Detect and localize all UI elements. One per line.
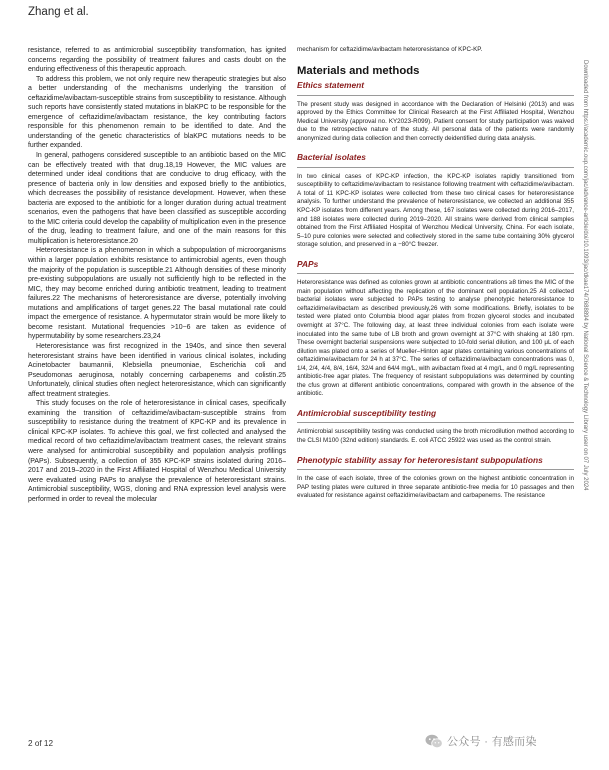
subsection-title-stability-assay: Phenotypic stability assay for heteroresistant subpopulations bbox=[297, 454, 543, 465]
watermark-text: 公众号 · 有感而染 bbox=[447, 736, 537, 748]
left-paragraph-1: resistance, referred to as antimicrobial susceptibility transformation, has ignited concerns regarding the possibility of treatment failures and casts doubt on the enduring effectiveness of this therapeutic approach. bbox=[28, 47, 286, 74]
subsection-body-ast: Antimicrobial susceptibility testing was conducted using the broth microdilution method according to the CLSI M100 (32nd edition) standards. E. coli ATCC 25922 was used as the control strain. bbox=[297, 428, 574, 444]
download-side-note: Downloaded from https://academic.oup.com/jac/advance-article/doi/10.1093/jac/dkae174/7688894 by National Science & Technology Library user on 07 July 2024 bbox=[582, 60, 588, 491]
left-paragraph-2: To address this problem, we not only require new therapeutic strategies but also a better understanding of the mechanisms underlying the transition of ceftazidime/avibactam-susceptible strains from susceptibility to resistance. Although such reports have consistently stated mutations in blaKPC to be responsible for the emergence of ceftazidime/avibactam resistance, the key contributing factors responsible for this phenomenon remain to be identified to date. And the understanding of the genetic characteristics of blaKPC mutations needs to be further expanded. bbox=[28, 75, 286, 150]
subsection-title-paps: PAPs bbox=[297, 258, 319, 269]
subsection-rule bbox=[297, 95, 574, 96]
subsection-rule bbox=[297, 167, 574, 168]
subsection-title-bacterial-isolates: Bacterial isolates bbox=[297, 152, 366, 163]
section-title-materials-methods: Materials and methods bbox=[297, 64, 420, 77]
subsection-body-paps: Heteroresistance was defined as colonies grown at antibiotic concentrations ≥8 times the MIC of the main population without affecting the replication of the dominant cell population.25 All collected bacterial isolates were subjected to PAPs testing to analyse phenotypic heteroresistance to ceftazidime/avibactam as described previously,26 with some modifications. Briefly, isolates to be tested were plated onto Columbia blood agar plates from frozen glycerol stocks and incubated overnight at 37°C. The following day, at least three individual colonies from each isolate were inoculated into the same tube of LB broth and grown overnight at 37°C with shaking at 180 rpm. These overnight bacterial suspensions were subjected to 10-fold serial dilution, and 100 μL of each dilution was plated onto a series of Mueller–Hinton agar plates containing various concentrations of ceftazidime/avibactam for 24 h at 37°C. The series of ceftazidime/avibactam concentrations was 0, 1/4, 2/4, 4/4, 8/4, 16/4, 32/4 and 64/4 mg/L, with avibactam fixed at 4 mg/L, and 0 mg/L representing antibiotic-free agar plates. The frequency of resistant subpopulations was determined by counting the cfus grown at different antibiotic concentrations, compared with growth in the absence of the antibiotic. bbox=[297, 279, 574, 398]
subsection-rule bbox=[297, 422, 574, 423]
subsection-title-ethics: Ethics statement bbox=[297, 80, 365, 91]
subsection-rule bbox=[297, 469, 574, 470]
wechat-watermark bbox=[425, 733, 537, 749]
subsection-body-bacterial-isolates: In two clinical cases of KPC-KP infection, the KPC-KP isolates rapidly transitioned from susceptibility to ceftazidime/avibactam to resistance following treatment with ceftazidime/avibactam. A total of 11 KPC-KP isolates were collected from these two clinical cases for heteroresistance analysis. To further understand the prevalence of heteroresistance, we collected an additional 355 KPC-KP isolates from different years. Among these, 167 isolates were collected during 2016–2017, and 188 isolates were collected during 2019–2020. All strains were derived from clinical samples obtained from the First Affiliated Hospital of Wenzhou Medical University, China. For each isolate, 5–10 pure colonies were selected and collectively stored in the same tube containing 30% glycerol storage solution, and preserved in a −80°C freezer. bbox=[297, 172, 574, 249]
wechat-icon bbox=[425, 734, 443, 749]
right-column bbox=[297, 46, 574, 501]
left-paragraph-6: This study focuses on the role of heteroresistance in clinical cases, specifically examining the transition of ceftazidime/avibactam-susceptible strains from susceptibility to resistance during the treatment of KPC-KP and its prevalence in clinical KPC-KP isolates. To achieve this goal, we first collected and analysed the medical record of two ceftazidime/avibactam treatment cases, the relevant strains were analysed for antimicrobial susceptibility and population analysis profilings (PAPs). Subsequently, a collection of 355 KPC-KP strains isolated during 2016–2017 and 2019–2020 in the First Affiliated Hospital of Wenzhou Medical University were evaluated using PAPs to analyse the prevalence of heteroresistant strains. Antimicrobial susceptibility, WGS, cloning and RNA expression level analysis were performed in order to reveal the molecular bbox=[28, 400, 286, 503]
subsection-title-ast: Antimicrobial susceptibility testing bbox=[297, 407, 437, 418]
page-number: 2 of 12 bbox=[28, 739, 54, 748]
left-paragraph-3: In general, pathogens considered susceptible to an antibiotic based on the MIC can be effectively treated with that drug.18,19 However, the MIC values are determined under ideal conditions that are conducive to drug efficacy, with the presence of bacteria only in low densities and exposed briefly to the antibiotics, which decreases the possibility of resistance development. However, when these bacteria are exposed to the antibiotic for a longer duration during actual treatment scenarios, even the pathogens that have been classified as susceptible according to the MIC criteria could develop the capability of multiplication even in the presence of the drug, leading to treatment failure, and one of the main reasons for this multiplication is heteroresistance.20 bbox=[28, 152, 286, 245]
running-head: Zhang et al. bbox=[28, 6, 89, 18]
subsection-rule bbox=[297, 273, 574, 274]
subsection-body-ethics: The present study was designed in accordance with the Declaration of Helsinki (2013) and was approved by the Ethics Committee for Clinical Research at the First Affiliated Hospital, Wenzhou Medical University (approval no. KY2023-R099). Patient consent for study participation was waived due to the retrospective nature of the study. All personal data of the patients were randomly anonymized during data collection and then correctly deidentified during data analysis. bbox=[297, 100, 574, 142]
left-paragraph-5: Heteroresistance was first recognized in the 1940s, and since then several heteroresistant strains have been identified in various clinical isolates, including Acinetobacter baumannii, Klebsiella pneumoniae, Escherichia coli and Pseudomonas aeruginosa, notably concerning carbapenems and colistin.25 Unfortunately, clinical studies often neglect heteroresistance, which can significantly affect treatment strategies. bbox=[28, 342, 286, 398]
right-intro-paragraph: mechanism for ceftazidime/avibactam heteroresistance of KPC-KP. bbox=[297, 46, 483, 53]
left-paragraph-4: Heteroresistance is a phenomenon in which a subpopulation of microorganisms within a larger population exhibits resistance to antimicrobial agents, even though the majority of the population is susceptible.21 Although densities of these minority pre-existing subpopulations are usually not sufficiently high to be reflected in the MIC, they may become enriched during antibiotic treatment, leading to treatment failures.22 The mechanisms of heteroresistance are diverse, potentially involving mutations and amplifications of target genes.22 The basal mutational rate could impact the emergence of resistance. A hypermutator strain would be more likely to become resistant. Mutational frequencies >10−6 are taken as evidence of hypermutability by some researchers.23,24 bbox=[28, 247, 286, 341]
left-column bbox=[28, 46, 286, 504]
subsection-body-stability-assay: In the case of each isolate, three of the colonies grown on the highest antibiotic concentration in PAP testing plates were cultured in three separate antibiotic-free media for 10 passages and then evaluated for resistance against ceftazidime/avibactam and carbapenems. The resistance bbox=[297, 475, 574, 500]
